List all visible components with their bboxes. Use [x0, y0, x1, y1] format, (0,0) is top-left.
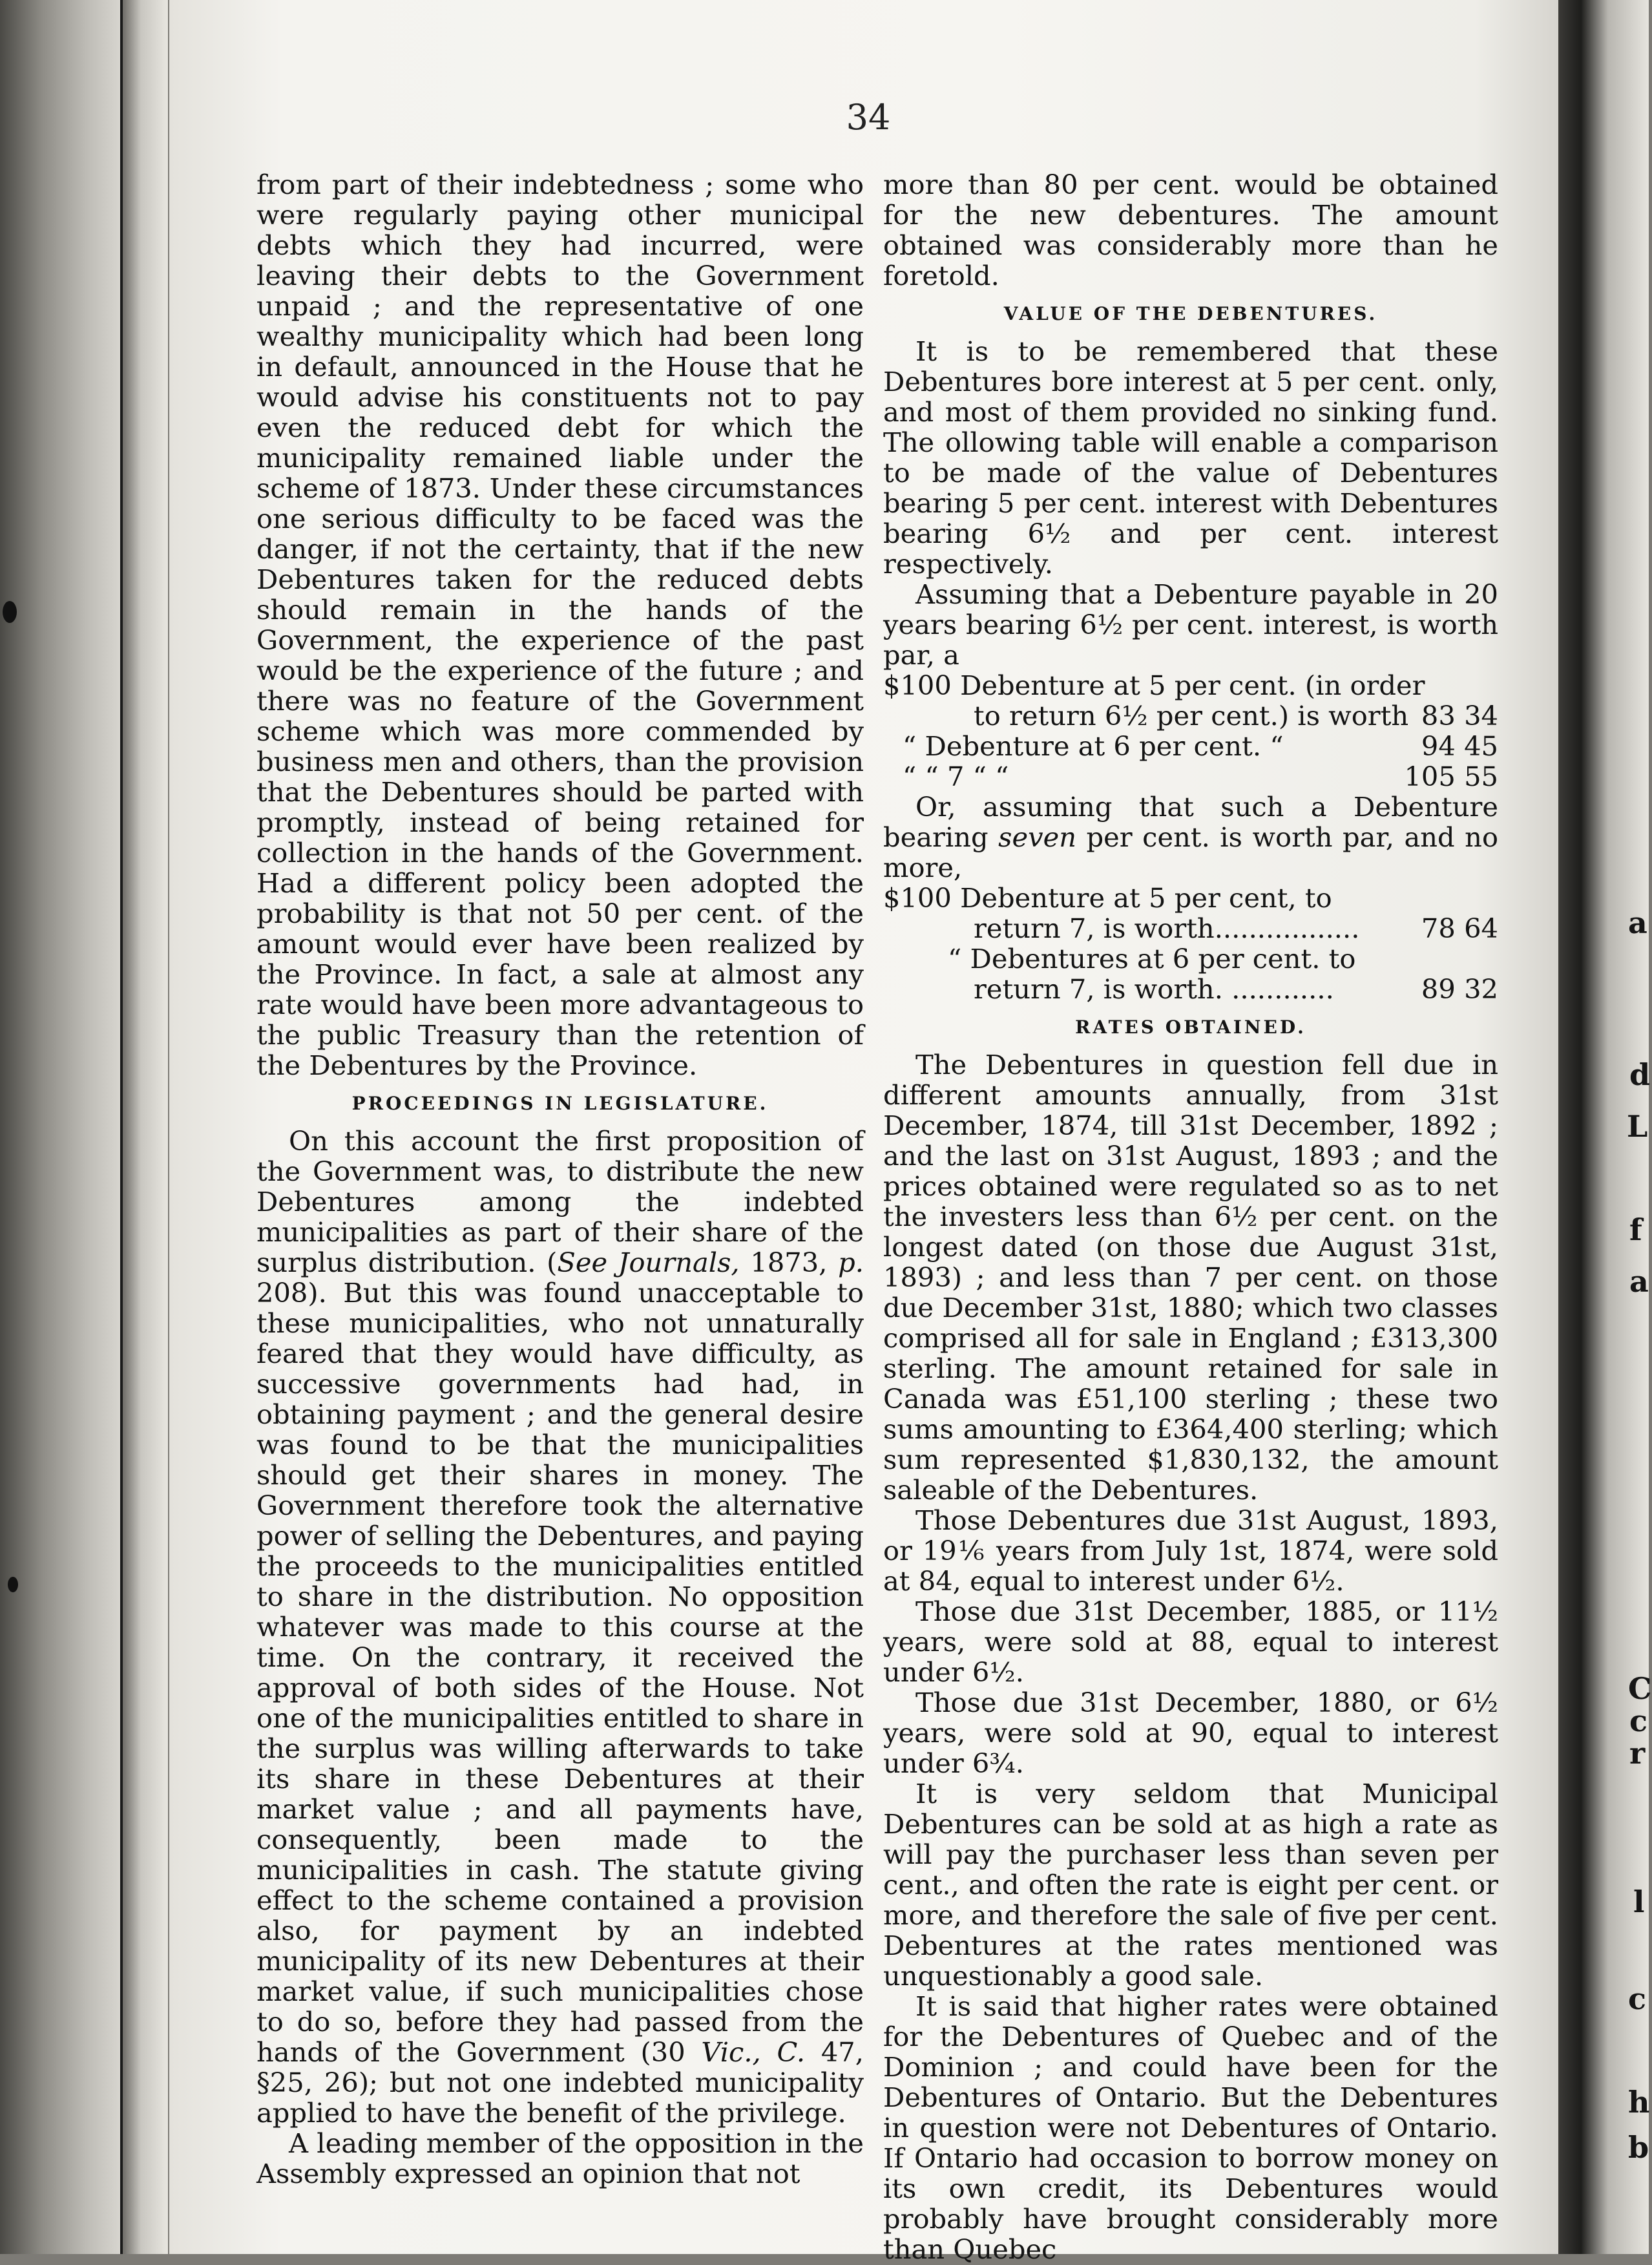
right-column — [883, 169, 1498, 2264]
table-label: return 7, is worth. ............ — [974, 973, 1334, 1005]
page-fold — [123, 0, 168, 2254]
table-row — [883, 943, 1498, 974]
left-column — [256, 169, 864, 2189]
paragraph: Or, assuming that such a Debenture bearing seven per cent. is worth par, and no more, — [883, 791, 1498, 883]
table-label: “ Debenture at 6 per cent. “ — [903, 730, 1284, 762]
section-heading: RATES OBTAINED. — [1075, 1017, 1306, 1038]
edge-fragment: a — [1628, 905, 1647, 940]
table-row — [883, 883, 1498, 913]
table-figure: 78 64 — [1421, 912, 1498, 944]
paragraph: Those due 31st December, 1885, or 11½ years, were sold at 88, equal to interest under 6½. — [883, 1596, 1498, 1688]
table-row — [883, 731, 1498, 761]
paragraph: The Debentures in question fell due in different amounts annually, from 31st December, 1874, till 31st December, 1892 ; and the last on 31st August, 1893 ; and the prices obtained were regulated so as to net the investers less than 6½ per cent. on the longest dated (on those due August 31st, 1893) ; and less than 7 per cent. on those due December 31st, 1880; which two classes comprised all for sale in England ; £313,300 sterling. The amount retained for sale in Canada was £51,100 sterling ; these two sums amounting to £364,400 sterling; which sum represented $1,830,132, the amount saleable of the Debentures. — [883, 1049, 1498, 1506]
paragraph: more than 80 per cent. would be obtained for the new debentures. The amount obtained was considerably more than he foretold. — [883, 169, 1498, 291]
section-heading: VALUE OF THE DEBENTURES. — [1003, 303, 1378, 324]
edge-fragment: b — [1628, 2130, 1649, 2165]
table-row — [883, 974, 1498, 1004]
paragraph: Assuming that a Debenture payable in 20 years bearing 6½ per cent. interest, is worth par, a — [883, 578, 1498, 671]
page-number: 34 — [846, 97, 891, 138]
edge-fragment: f — [1629, 1212, 1642, 1247]
table-label: “ “ 7 “ “ — [903, 761, 1009, 792]
ink-blot — [3, 601, 17, 623]
paragraph: A leading member of the opposition in the Assembly expressed an opinion that not — [256, 2127, 864, 2189]
table-row — [883, 761, 1498, 792]
table-row — [883, 670, 1498, 701]
edge-fragment: h — [1628, 2085, 1650, 2120]
statute-citation: Vic., C. — [701, 2036, 806, 2068]
table-label: return 7, is worth................. — [974, 912, 1360, 944]
table-figure: 94 45 — [1421, 730, 1498, 762]
edge-fragment: L — [1627, 1109, 1648, 1144]
paragraph: from part of their indebtedness ; some who were regularly paying other municipal debts which they had incurred, were leaving their debts to the Government unpaid ; and the representative of one wealthy municipality which had been long in default, announced in the House that he would advise his constituents not to pay even the reduced debt for which the municipality remained liable under the scheme of 1873. Under these circumstances one serious difficulty to be faced was the danger, if not the certainty, that if the new Debentures taken for the reduced debts should remain in the hands of the Government, the experience of the past would be the experience of the future ; and there was no feature of the Government scheme which was more commended by business men and others, than the provision that the Debentures should be parted with promptly, instead of being retained for collection in the hands of the Government. Had a different policy been adopted the probability is that not 50 per cent. of the amount would ever have been realized by the Province. In fact, a sale at almost any rate would have been more advantageous to the public Treasury than the retention of the Debentures by the Province. — [256, 169, 864, 1081]
paragraph: Those due 31st December, 1880, or 6½ years, were sold at 90, equal to interest under 6¾. — [883, 1687, 1498, 1779]
edge-fragment: r — [1629, 1736, 1646, 1771]
table-figure: 105 55 — [1404, 761, 1498, 792]
table-row — [883, 701, 1498, 731]
paragraph: On this account the first proposition of the Government was, to distribute the new Debentures among the indebted municipalities as part of their share of the surplus distribution. (See Journals, 1873, p. 208). But this was found unacceptable to these municipalities, who not unnaturally feared that they would have difficulty, as successive governments had had, in obtaining payment ; and the general desire was found to be that the municipalities should get their shares in money. The Government therefore took the alternative power of selling the Debentures, and paying the proceeds to the municipalities entitled to share in the distribution. No opposition whatever was made to this course at the time. On the contrary, it received the approval of both sides of the House. Not one of the municipalities entitled to share in the surplus was willing afterwards to take its share in these Debentures at their market value ; and all payments have, consequently, been made to the municipalities in cash. The statute giving effect to the scheme contained a provision also, for payment by an indebted municipality of its new Debentures at their market value, if such municipalities chose to do so, before they had passed from the hands of the Government (30 Vic., C. 47, §25, 26); but not one indebted municipality applied to have the benefit of the privilege. — [256, 1125, 864, 2129]
paragraph: It is said that higher rates were obtained for the Debentures of Quebec and of the Dominion ; and could have been for the Debentures of Ontario. But the Debentures in question were not Debentures of Ontario. If Ontario had occasion to borrow money on its own credit, its Debentures would probably have brought considerably more than Quebec — [883, 1990, 1498, 2265]
table-figure: 89 32 — [1421, 973, 1498, 1005]
paragraph: Those Debentures due 31st August, 1893, or 19⅙ years from July 1st, 1874, were sold at 84, equal to interest under 6½. — [883, 1504, 1498, 1597]
ink-blot — [8, 1577, 18, 1592]
paragraph: It is very seldom that Municipal Debentures can be sold at as high a rate as will pay the purchaser less than seven per cent., and often the rate is eight per cent. or more, and therefore the sale of five per cent. Debentures at the rates mentioned was unquestionably a good sale. — [883, 1778, 1498, 1992]
table-row — [883, 913, 1498, 943]
section-heading: PROCEEDINGS IN LEGISLATURE. — [351, 1093, 769, 1114]
table-label: $100 Debenture at 5 per cent. (in order — [883, 669, 1425, 701]
edge-fragment: c — [1629, 1703, 1648, 1738]
value-table — [883, 670, 1498, 792]
table-label: “ Debentures at 6 per cent. to — [948, 943, 1356, 974]
paragraph: It is to be remembered that these Debentures bore interest at 5 per cent. only, and most of them provided no sinking fund. The ollowing table will enable a comparison to be made of the value of Debentures bearing 5 per cent. interest with Debentures bearing 6½ and per cent. interest respectively. — [883, 335, 1498, 580]
edge-fragment: l — [1633, 1884, 1645, 1919]
book-edge-left — [0, 0, 123, 2254]
table-label: $100 Debenture at 5 per cent, to — [883, 882, 1332, 914]
edge-fragment: C — [1628, 1671, 1652, 1706]
value-table — [883, 883, 1498, 1004]
edge-fragment: d — [1629, 1057, 1651, 1092]
table-label: to return 6½ per cent.) is worth — [974, 700, 1409, 732]
table-figure: 83 34 — [1421, 700, 1498, 732]
edge-fragment: c — [1628, 1981, 1647, 2016]
edge-fragment: a — [1629, 1264, 1649, 1299]
citation: See Journals, — [557, 1247, 740, 1278]
